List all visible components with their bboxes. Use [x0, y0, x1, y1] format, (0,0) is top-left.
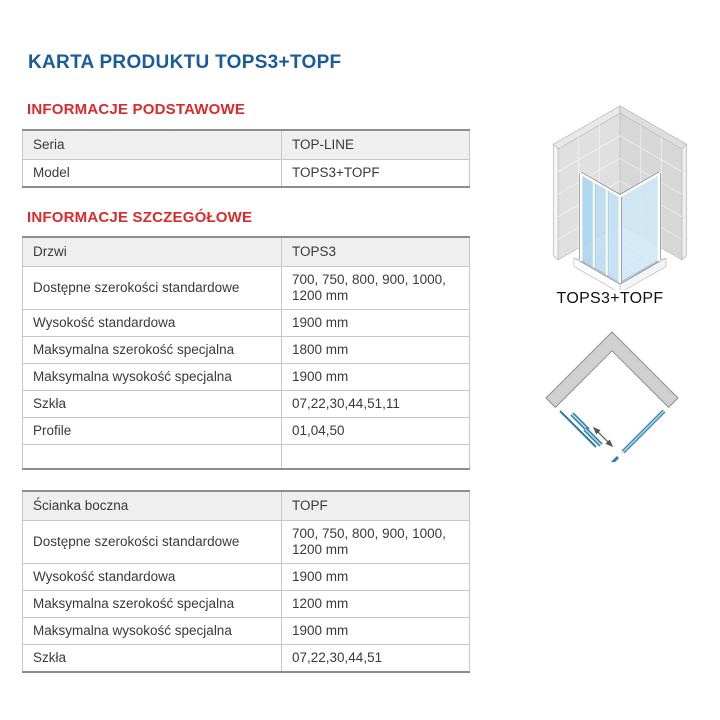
- row-value: 1200 mm: [282, 591, 470, 618]
- row-value: 700, 750, 800, 900, 1000, 1200 mm: [282, 521, 470, 564]
- basic-info-table: [22, 129, 470, 188]
- product-card: [22, 0, 469, 673]
- table-header-row: [23, 237, 470, 267]
- row-value: 1900 mm: [282, 564, 470, 591]
- section-heading-basic-info: INFORMACJE PODSTAWOWE: [27, 101, 246, 118]
- row-label: Maksymalna wysokość specjalna: [23, 618, 282, 645]
- row-value: 1900 mm: [282, 364, 470, 391]
- row-label: Maksymalna szerokość specjalna: [23, 591, 282, 618]
- row-label: Wysokość standardowa: [23, 310, 282, 337]
- row-value: 1900 mm: [282, 310, 470, 337]
- figure-caption: TOPS3+TOPF: [556, 290, 664, 307]
- section-heading-detailed-info: INFORMACJE SZCZEGÓŁOWE: [27, 209, 253, 226]
- row-value: [282, 445, 470, 470]
- row-label: Maksymalna szerokość specjalna: [23, 337, 282, 364]
- row-value: TOPS3+TOPF: [282, 160, 470, 188]
- row-value: 700, 750, 800, 900, 1000, 1200 mm: [282, 267, 470, 310]
- table-row: [23, 337, 470, 364]
- table-row: [23, 521, 470, 564]
- row-value: 07,22,30,44,51,11: [282, 391, 470, 418]
- table-row: [23, 160, 470, 188]
- door-spec-table: [22, 236, 470, 470]
- table-row: [23, 418, 470, 445]
- row-label: Dostępne szerokości standardowe: [23, 267, 282, 310]
- side-wall-spec-table: [22, 490, 470, 673]
- shower-isometric-image: [540, 102, 700, 290]
- row-label: Drzwi: [23, 237, 282, 267]
- row-value: 07,22,30,44,51: [282, 645, 470, 673]
- row-label: Szkła: [23, 645, 282, 673]
- row-value: 1800 mm: [282, 337, 470, 364]
- table-row-empty: [23, 445, 470, 470]
- table-row: [23, 267, 470, 310]
- row-value: TOP-LINE: [282, 130, 470, 160]
- row-label: Maksymalna wysokość specjalna: [23, 364, 282, 391]
- row-value: 1900 mm: [282, 618, 470, 645]
- table-row: [23, 591, 470, 618]
- shower-topview-diagram: [536, 324, 698, 462]
- table-row: [23, 391, 470, 418]
- table-row: [23, 618, 470, 645]
- table-row: [23, 310, 470, 337]
- table-row: [23, 364, 470, 391]
- shower-isometric-drawing: [540, 102, 700, 290]
- row-value: 01,04,50: [282, 418, 470, 445]
- row-label: Ścianka boczna: [23, 491, 282, 521]
- page-title: KARTA PRODUKTU TOPS3+TOPF: [28, 52, 342, 73]
- row-label: Profile: [23, 418, 282, 445]
- row-value: TOPF: [282, 491, 470, 521]
- shower-topview-image: [536, 324, 698, 462]
- row-label: Szkła: [23, 391, 282, 418]
- row-label: Dostępne szerokości standardowe: [23, 521, 282, 564]
- row-value: TOPS3: [282, 237, 470, 267]
- table-row: [23, 130, 470, 160]
- table-header-row: [23, 491, 470, 521]
- row-label: Model: [23, 160, 282, 188]
- table-row: [23, 645, 470, 673]
- row-label: [23, 445, 282, 470]
- row-label: Wysokość standardowa: [23, 564, 282, 591]
- table-row: [23, 564, 470, 591]
- row-label: Seria: [23, 130, 282, 160]
